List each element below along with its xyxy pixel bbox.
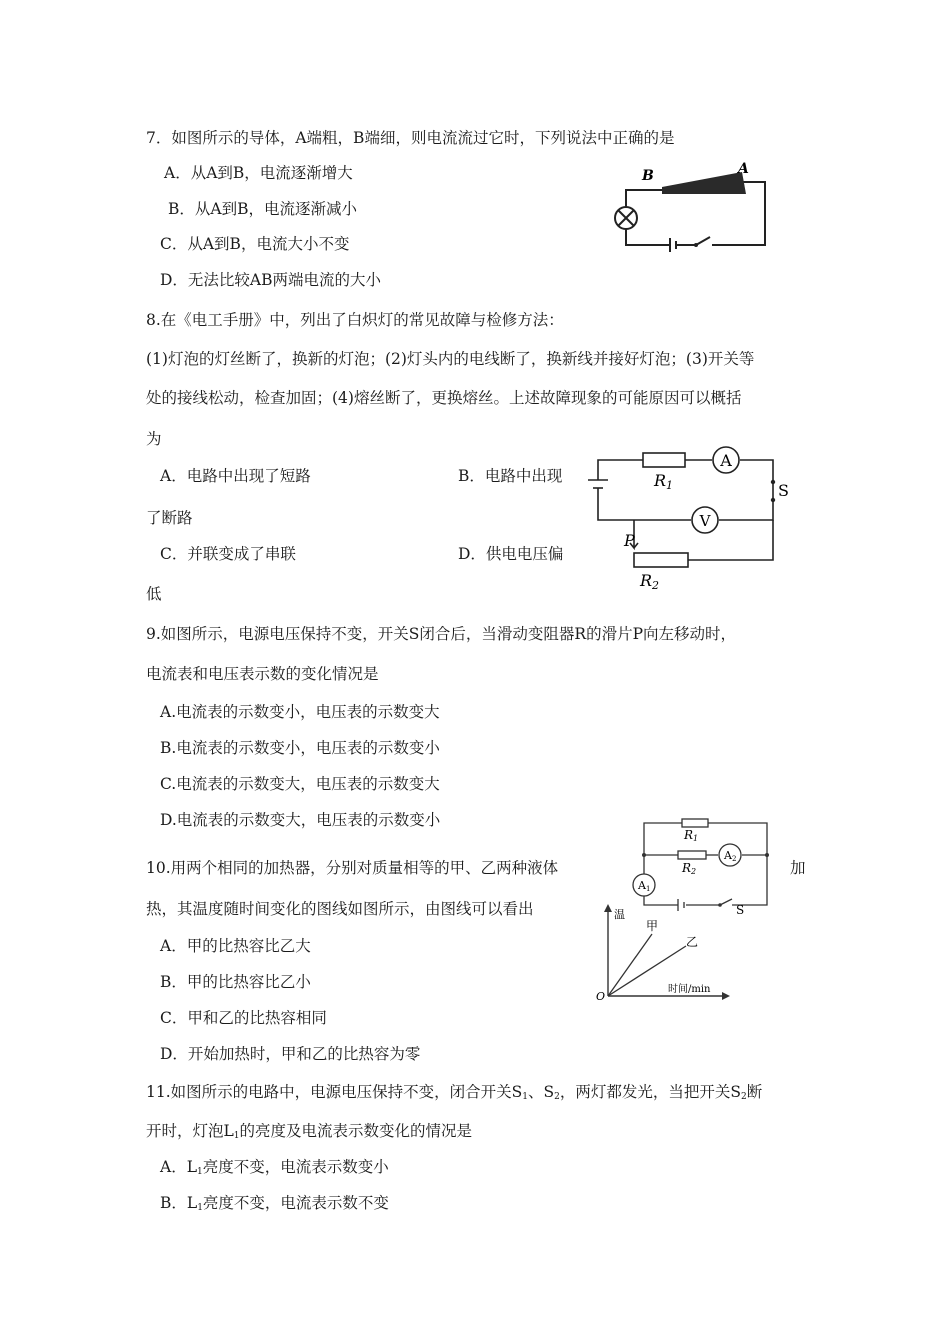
q11-junction-right bbox=[765, 853, 769, 857]
q8-option-b: B．电路中出现 bbox=[458, 467, 563, 485]
q9-switch-bottom bbox=[771, 498, 775, 502]
q10-stem-tail: 加 bbox=[790, 859, 806, 877]
q8-option-b-cont: 了断路 bbox=[146, 509, 193, 527]
q8-option-d: D．供电电压偏 bbox=[458, 545, 564, 563]
q7-switch-pivot bbox=[694, 243, 698, 247]
q10-series-jia-label: 甲 bbox=[646, 919, 659, 933]
q10-x-label: 时间/min bbox=[668, 984, 711, 995]
q11-option-a: A．$L_1$亮度不变，电流表示数变小 bbox=[160, 1158, 389, 1177]
q10-x-arrow bbox=[722, 992, 730, 1000]
q9-voltmeter-label: V bbox=[699, 512, 711, 530]
q8-line2: (1)灯泡的灯丝断了，换新的灯泡；(2)灯头内的电线断了，换新线并接好灯泡；(3)开关等 bbox=[146, 350, 755, 368]
q9-s-label: S bbox=[778, 481, 789, 500]
q9-r1-label: R1 bbox=[654, 471, 674, 492]
q8-line4: 为 bbox=[146, 430, 162, 448]
q7-option-d: D．无法比较AB两端电流的大小 bbox=[160, 271, 382, 289]
q11-stem: 11.如图所示的电路中，电源电压保持不变，闭合开关$S_1$、$S_2$，两灯都发光，当把开关$S_2$断 bbox=[146, 1083, 763, 1102]
q10-series-jia bbox=[608, 934, 652, 996]
q11-a2-label: A2 bbox=[724, 849, 737, 863]
q11-a1-label: A1 bbox=[638, 879, 651, 893]
q9-stem: 9.如图所示，电源电压保持不变，开关S闭合后，当滑动变阻器R的滑片P向左移动时， bbox=[146, 625, 737, 643]
q7-option-a: A．从A到B，电流逐渐增大 bbox=[164, 164, 353, 182]
q9-switch-top bbox=[771, 480, 775, 484]
q10-temperature-chart bbox=[590, 900, 730, 1003]
q10-y-arrow bbox=[604, 904, 612, 912]
q9-r2-label: R2 bbox=[640, 571, 660, 592]
q7-conductor bbox=[662, 172, 746, 194]
q7-option-c: C．从A到B，电流大小不变 bbox=[160, 235, 350, 253]
q9-option-a: A.电流表的示数变小，电压表的示数变大 bbox=[160, 703, 440, 721]
q9-option-b: B.电流表的示数变小，电压表的示数变小 bbox=[160, 739, 440, 757]
q7-label-b: B bbox=[642, 168, 654, 184]
q7-stem: 7．如图所示的导体，A端粗，B端细，则电流流过它时，下列说法中正确的是 bbox=[146, 129, 675, 147]
q7-option-b: B．从A到B，电流逐渐减小 bbox=[168, 200, 357, 218]
q8-stem: 8.在《电工手册》中，列出了白炽灯的常见故障与检修方法： bbox=[146, 311, 564, 329]
q10-y-label: 温 bbox=[614, 908, 625, 921]
q9-option-d: D.电流表的示数变大，电压表的示数变小 bbox=[160, 811, 441, 829]
q11-r2-label: R2 bbox=[682, 861, 697, 876]
q10-option-d: D．开始加热时，甲和乙的比热容为零 bbox=[160, 1045, 421, 1063]
q8-option-c: C．并联变成了串联 bbox=[160, 545, 296, 563]
q9-ammeter-label: A bbox=[720, 451, 732, 470]
q10-stem: 10.用两个相同的加热器，分别对质量相等的甲、乙两种液体 bbox=[146, 859, 559, 877]
q10-origin-label: O bbox=[596, 990, 606, 1003]
q11-option-b: B．$L_1$亮度不变，电流表示数不变 bbox=[160, 1194, 389, 1213]
q11-line2: 开时，灯泡$L_1$的亮度及电流表示数变化的情况是 bbox=[146, 1122, 473, 1141]
q10-option-a: A．甲的比热容比乙大 bbox=[160, 937, 311, 955]
q9-circuit-figure bbox=[580, 440, 800, 590]
q9-p-label: P bbox=[624, 531, 635, 550]
q8-option-a: A．电路中出现了短路 bbox=[160, 467, 311, 485]
q11-junction-left bbox=[642, 853, 646, 857]
q11-s-label: S bbox=[736, 903, 745, 917]
q11-r1-label: R1 bbox=[684, 828, 699, 843]
q8-line3: 处的接线松动，检查加固；(4)熔丝断了，更换熔丝。上述故障现象的可能原因可以概括 bbox=[146, 389, 742, 407]
q9-line2: 电流表和电压表示数的变化情况是 bbox=[146, 665, 379, 683]
q10-option-b: B．甲的比热容比乙小 bbox=[160, 973, 311, 991]
q10-option-c: C．甲和乙的比热容相同 bbox=[160, 1009, 327, 1027]
q8-option-d-cont: 低 bbox=[146, 585, 162, 603]
q9-option-c: C.电流表的示数变大，电压表的示数变大 bbox=[160, 775, 440, 793]
q7-label-a: A bbox=[738, 161, 749, 177]
q10-line2: 热，其温度随时间变化的图线如图所示，由图线可以看出 bbox=[146, 900, 534, 918]
q10-series-yi-label: 乙 bbox=[686, 935, 699, 949]
q7-circuit-figure bbox=[600, 160, 780, 255]
